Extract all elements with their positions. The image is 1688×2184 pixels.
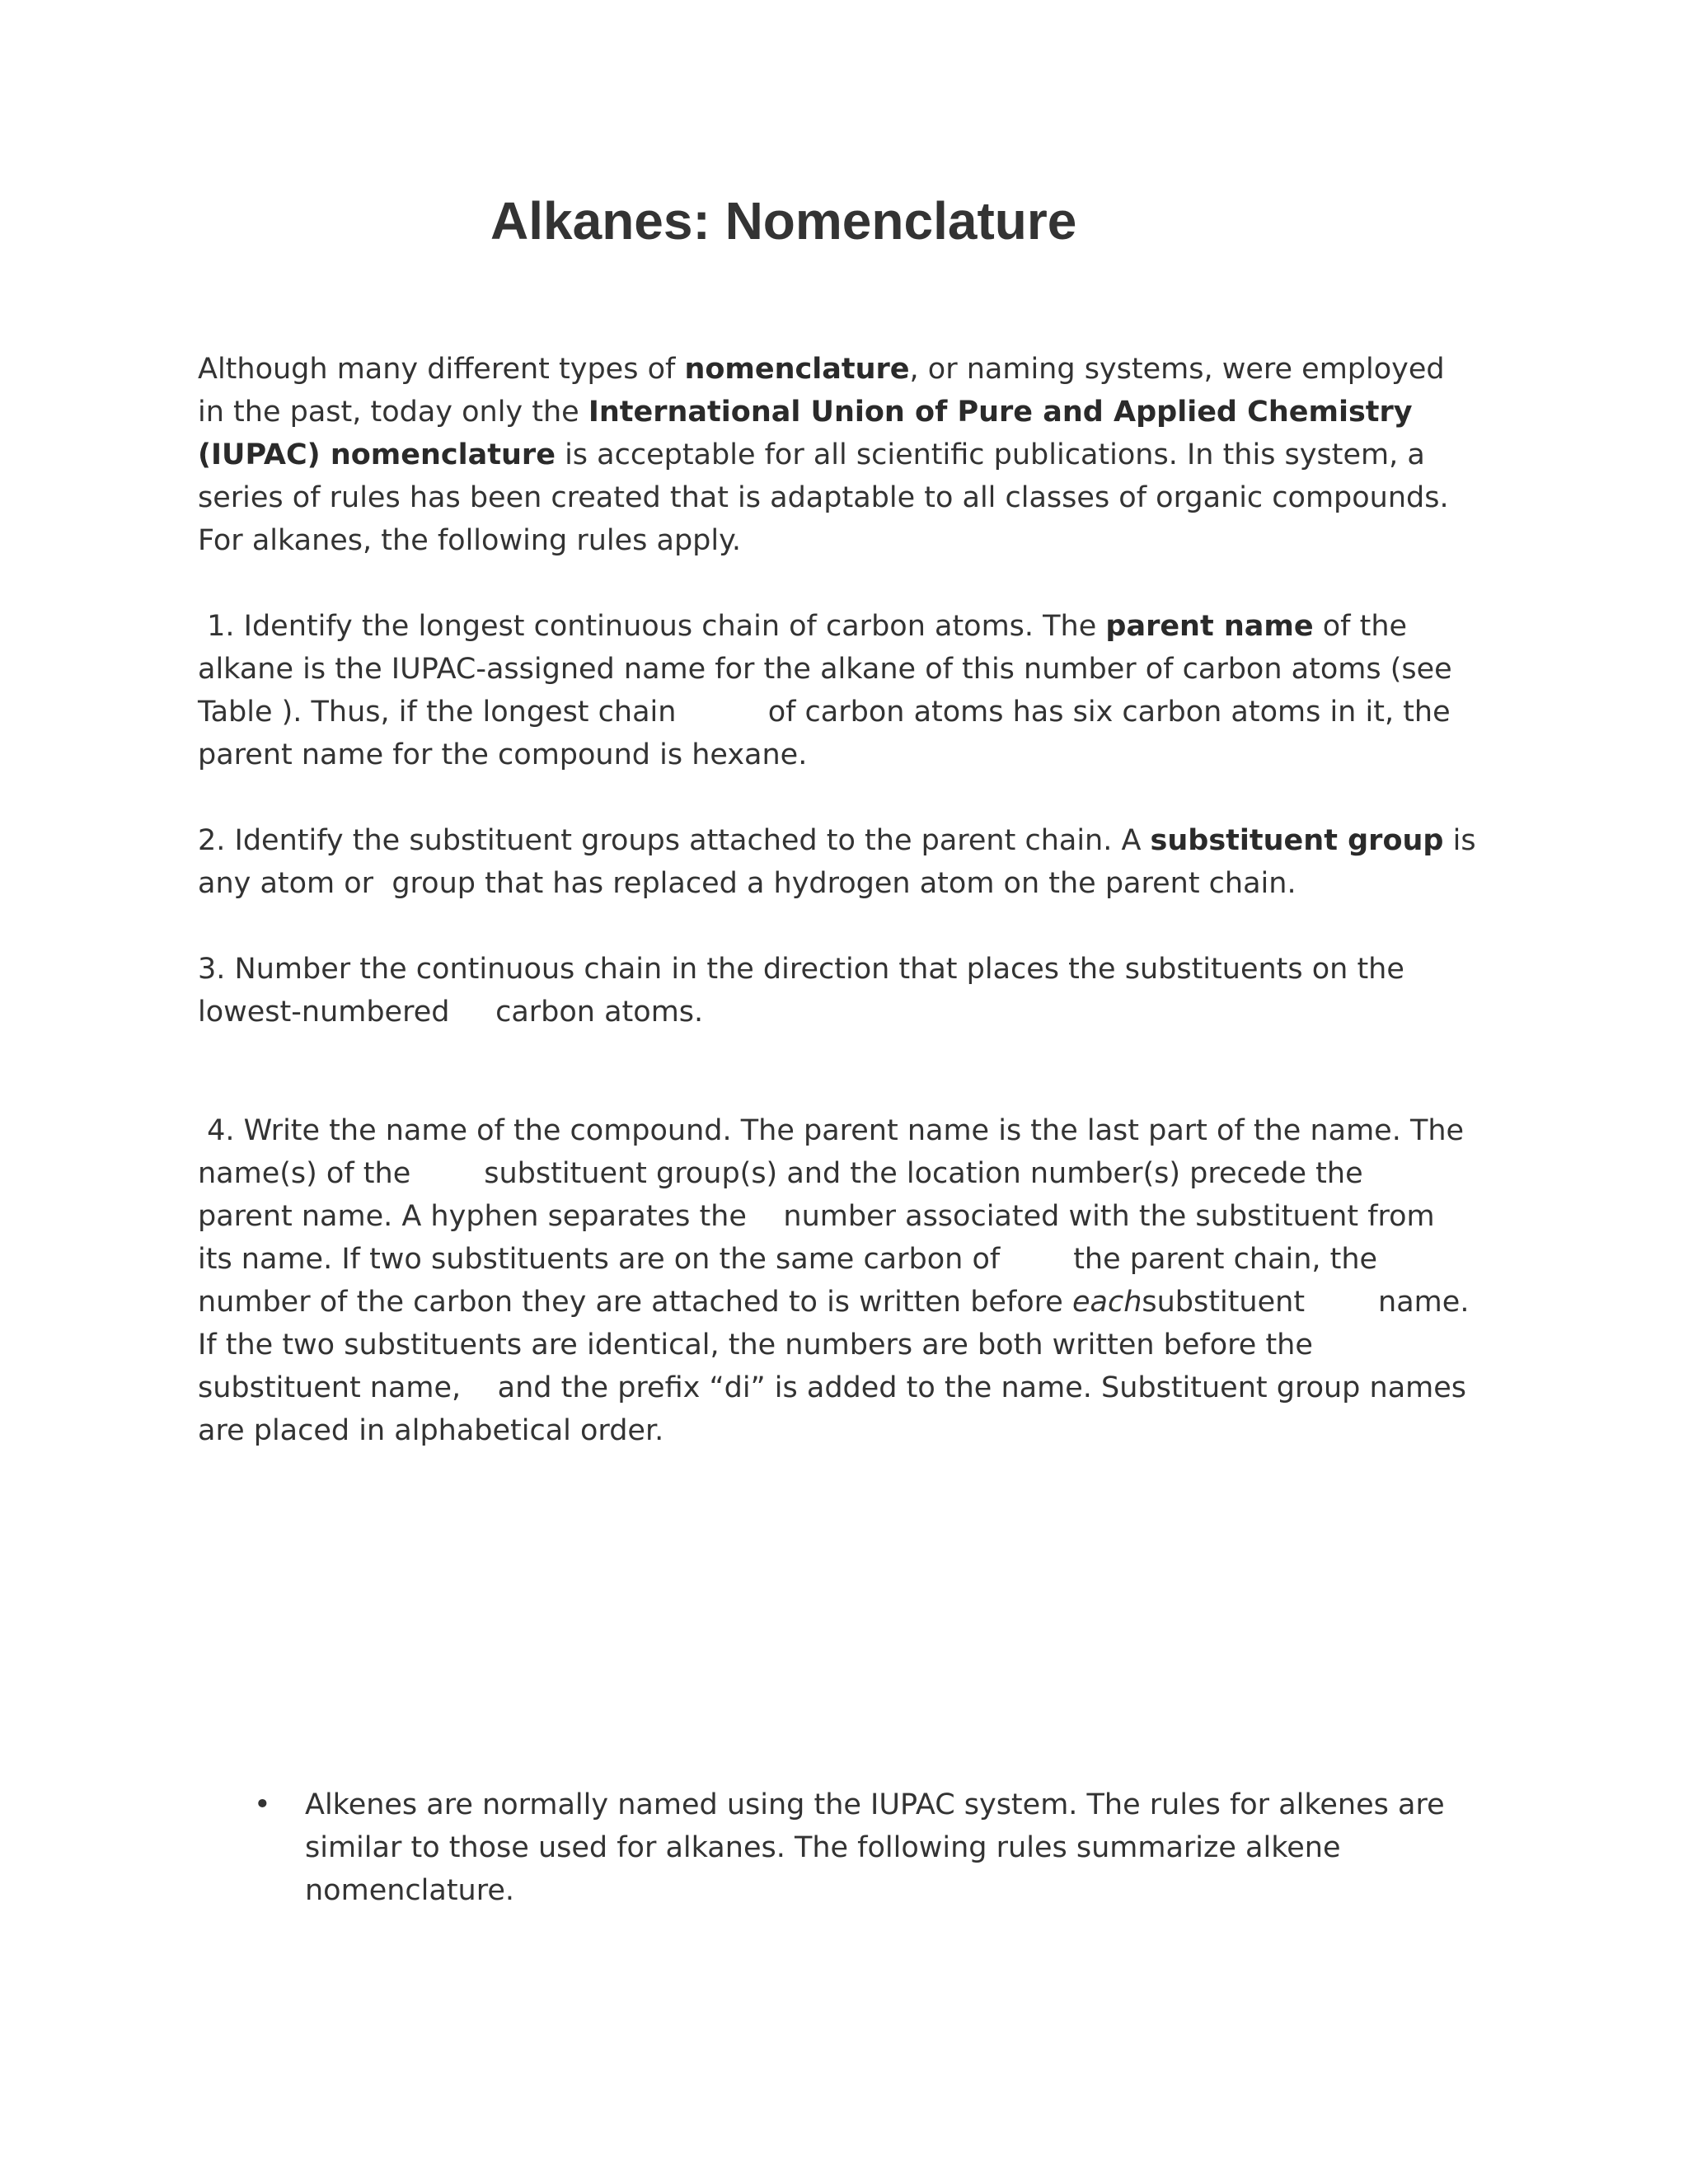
rule-1-line-2: alkane is the IUPAC-assigned name for the alkane of this number of carbon atoms (see (198, 653, 1452, 686)
rule-4-line-7: substituent name, and the prefix “di” is added to the name. Substituent group names (198, 1371, 1467, 1404)
rule-4-line-3: parent name. A hyphen separates the number associated with the substituent from (198, 1200, 1435, 1233)
bullet-line-1: Alkenes are normally named using the IUPAC system. The rules for alkenes are (305, 1788, 1445, 1821)
rule-4-line-2: name(s) of the substituent group(s) and the location number(s) precede the (198, 1157, 1363, 1190)
intro-line-3 (198, 434, 1484, 476)
intro-text: Although many different types of (198, 353, 685, 386)
rule-4-line-6: If the two substituents are identical, the numbers are both written before the (198, 1329, 1313, 1361)
rule-4-line-5 (198, 1281, 1484, 1324)
rule-text: of the (1313, 610, 1408, 643)
term-substituent-group: substituent group (1150, 824, 1444, 857)
intro-text: in the past, today only the (198, 396, 588, 429)
rule-4-line-4: its name. If two substituents are on the same carbon of the parent chain, the (198, 1243, 1378, 1276)
rule-3-paragraph (198, 948, 1484, 1033)
rule-1-paragraph (198, 605, 1484, 776)
term-parent-name: parent name (1105, 610, 1314, 643)
intro-paragraph (198, 348, 1484, 562)
rule-1-line-4: parent name for the compound is hexane. (198, 738, 808, 771)
intro-line-1 (198, 348, 1484, 391)
rule-4-line-1: 4. Write the name of the compound. The parent name is the last part of the name. The (198, 1114, 1465, 1147)
intro-text: is acceptable for all scientific publications. In this system, a (555, 438, 1425, 471)
term-nomenclature: nomenclature (684, 353, 910, 386)
bullet-dot-icon: • (254, 1788, 271, 1821)
page-title: Alkanes: Nomenclature (490, 191, 1077, 251)
rule-text: 2. Identify the substituent groups attached to the parent chain. A (198, 824, 1151, 857)
rule-2-line-2: any atom or group that has replaced a hydrogen atom on the parent chain. (198, 867, 1296, 900)
rule-1-line-1 (198, 605, 1484, 648)
rule-4-line-8: are placed in alphabetical order. (198, 1414, 664, 1447)
bullet-line-3: nomenclature. (305, 1874, 515, 1907)
rule-text: number of the carbon they are attached to is written before (198, 1286, 1072, 1319)
bullet-line-2: similar to those used for alkanes. The following rules summarize alkene (305, 1831, 1341, 1864)
rule-4-paragraph (198, 1109, 1484, 1452)
rule-3-line-1: 3. Number the continuous chain in the direction that places the substituents on the (198, 953, 1404, 986)
rule-1-line-3: Table ). Thus, if the longest chain of carbon atoms has six carbon atoms in it, the (198, 696, 1451, 729)
intro-line-5: For alkanes, the following rules apply. (198, 524, 741, 557)
term-iupac-full: International Union of Pure and Applied Chemistry (588, 396, 1413, 429)
intro-text: , or naming systems, were employed (909, 353, 1445, 386)
rule-text: is (1443, 824, 1476, 857)
list-item (198, 1783, 1484, 1912)
rule-3-line-2: lowest-numbered carbon atoms. (198, 996, 704, 1029)
rule-text: substituent name. (1142, 1286, 1470, 1319)
rule-text: 1. Identify the longest continuous chain of carbon atoms. The (198, 610, 1106, 643)
rule-2-paragraph (198, 819, 1484, 905)
intro-line-4: series of rules has been created that is adaptable to all classes of organic compounds. (198, 481, 1449, 514)
emphasis-each: each (1071, 1286, 1142, 1319)
term-iupac-nomenclature: (IUPAC) nomenclature (198, 438, 556, 471)
bullet-list (198, 1783, 1484, 1912)
intro-line-2 (198, 391, 1484, 434)
rule-2-line-1 (198, 819, 1484, 862)
